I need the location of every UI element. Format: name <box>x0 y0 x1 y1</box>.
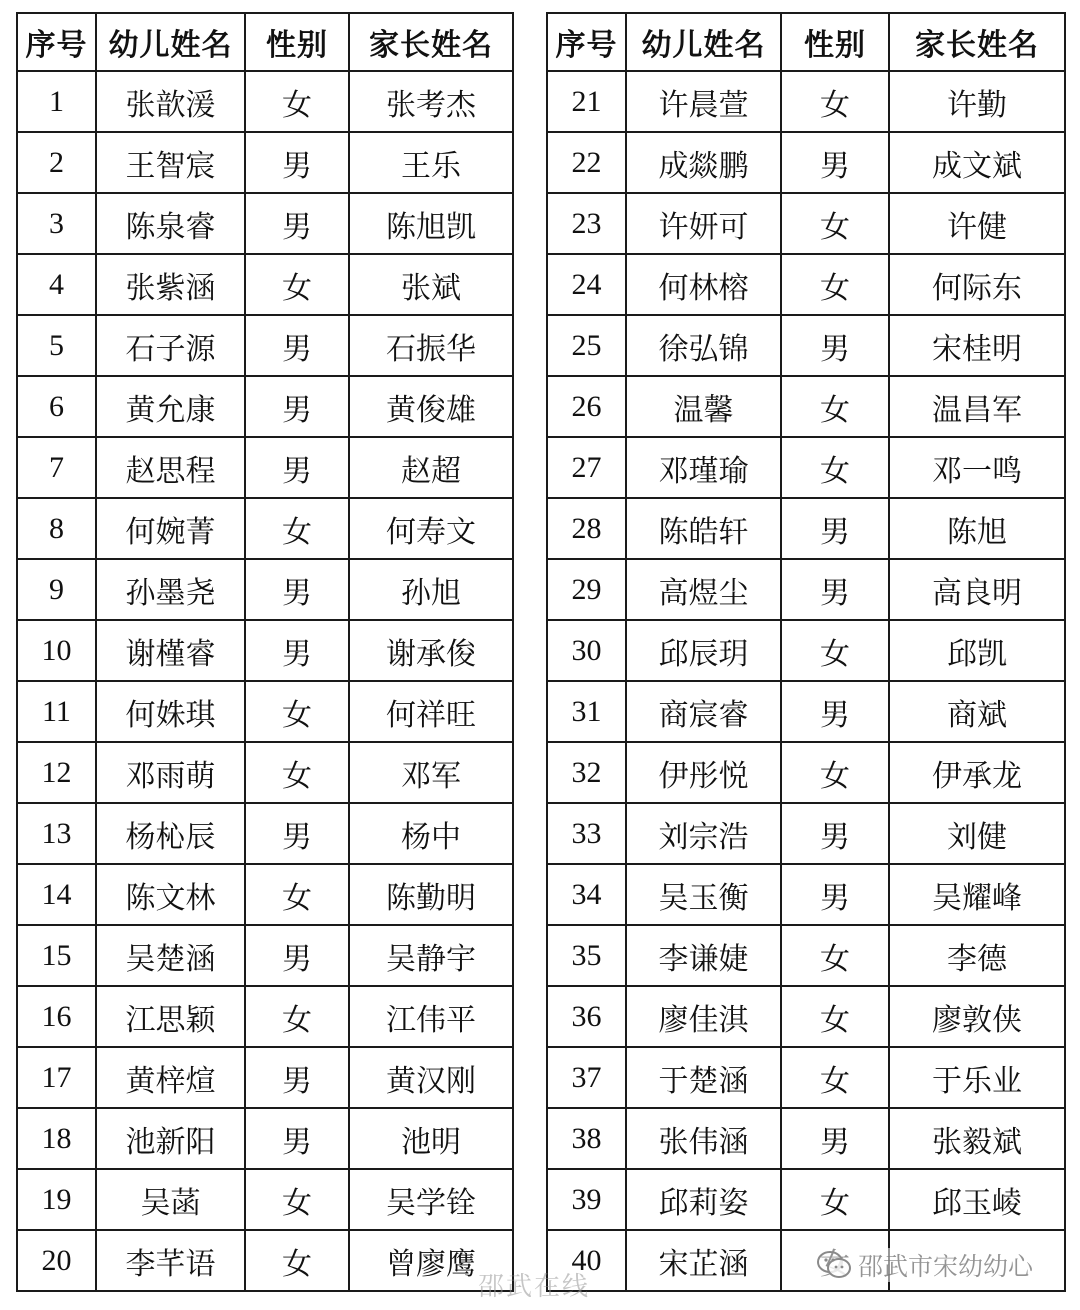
cell-parent-name: 伊承龙 <box>889 742 1065 803</box>
cell-parent-name: 邱凯 <box>889 620 1065 681</box>
cell-child-name: 谢槿睿 <box>96 620 245 681</box>
cell-parent-name: 吴耀峰 <box>889 864 1065 925</box>
cell-gender: 女 <box>781 254 889 315</box>
cell-gender: 男 <box>781 803 889 864</box>
cell-child-name: 邓瑾瑜 <box>626 437 781 498</box>
cell-child-name: 高煜尘 <box>626 559 781 620</box>
cell-serial-number: 10 <box>17 620 96 681</box>
watermark-center: 邵武在线 <box>478 1272 591 1302</box>
cell-serial-number: 27 <box>547 437 626 498</box>
cell-gender: 男 <box>245 315 349 376</box>
cell-gender: 女 <box>245 681 349 742</box>
cell-gender: 女 <box>245 498 349 559</box>
table-row <box>547 925 1065 986</box>
cell-serial-number: 15 <box>17 925 96 986</box>
table-row <box>17 1230 513 1291</box>
cell-parent-name: 邓一鸣 <box>889 437 1065 498</box>
table-row <box>17 315 513 376</box>
table-row <box>17 193 513 254</box>
table-row <box>17 437 513 498</box>
cell-parent-name: 谢承俊 <box>349 620 513 681</box>
table-row <box>17 132 513 193</box>
cell-serial-number: 26 <box>547 376 626 437</box>
cell-parent-name: 黄俊雄 <box>349 376 513 437</box>
cell-parent-name: 廖敦侠 <box>889 986 1065 1047</box>
cell-child-name: 江思颖 <box>96 986 245 1047</box>
cell-serial-number: 11 <box>17 681 96 742</box>
cell-child-name: 伊彤悦 <box>626 742 781 803</box>
cell-child-name: 吴菡 <box>96 1169 245 1230</box>
cell-parent-name: 许勤 <box>889 71 1065 132</box>
cell-serial-number: 12 <box>17 742 96 803</box>
cell-gender: 男 <box>245 620 349 681</box>
cell-child-name: 杨杺辰 <box>96 803 245 864</box>
cell-gender: 男 <box>245 376 349 437</box>
watermark-account <box>816 1248 1037 1282</box>
cell-gender: 男 <box>245 925 349 986</box>
cell-parent-name: 石振华 <box>349 315 513 376</box>
cell-child-name: 张歆湲 <box>96 71 245 132</box>
cell-child-name: 温馨 <box>626 376 781 437</box>
cell-gender: 女 <box>781 1169 889 1230</box>
table-row <box>547 437 1065 498</box>
table-row <box>17 376 513 437</box>
cell-parent-name: 于乐业 <box>889 1047 1065 1108</box>
table-row <box>547 1169 1065 1230</box>
cell-parent-name: 张毅斌 <box>889 1108 1065 1169</box>
cell-parent-name: 何祥旺 <box>349 681 513 742</box>
header-child-name: 幼儿姓名 <box>96 13 245 71</box>
cell-child-name: 石子源 <box>96 315 245 376</box>
cell-serial-number: 13 <box>17 803 96 864</box>
cell-child-name: 池新阳 <box>96 1108 245 1169</box>
table-row <box>17 681 513 742</box>
header-child-name: 幼儿姓名 <box>626 13 781 71</box>
roster-table-left <box>16 12 514 1292</box>
header-gender: 性别 <box>781 13 889 71</box>
table-row <box>17 803 513 864</box>
table-row <box>17 1108 513 1169</box>
table-header-row <box>17 13 513 71</box>
cell-serial-number: 16 <box>17 986 96 1047</box>
cell-parent-name: 陈勤明 <box>349 864 513 925</box>
table-row <box>547 315 1065 376</box>
cell-serial-number: 3 <box>17 193 96 254</box>
cell-child-name: 李谦婕 <box>626 925 781 986</box>
cell-gender: 男 <box>781 1108 889 1169</box>
table-row <box>17 254 513 315</box>
cell-child-name: 陈皓轩 <box>626 498 781 559</box>
cell-child-name: 于楚涵 <box>626 1047 781 1108</box>
cell-serial-number: 24 <box>547 254 626 315</box>
cell-parent-name: 许健 <box>889 193 1065 254</box>
table-row <box>547 132 1065 193</box>
cell-serial-number: 40 <box>547 1230 626 1291</box>
cell-child-name: 宋芷涵 <box>626 1230 781 1291</box>
cell-parent-name: 邓军 <box>349 742 513 803</box>
cell-gender: 女 <box>245 864 349 925</box>
cell-gender: 男 <box>245 437 349 498</box>
cell-child-name: 商宸睿 <box>626 681 781 742</box>
cell-serial-number: 6 <box>17 376 96 437</box>
table-row <box>547 864 1065 925</box>
cell-parent-name: 商斌 <box>889 681 1065 742</box>
table-row <box>547 376 1065 437</box>
table-row <box>17 559 513 620</box>
cell-gender: 女 <box>245 742 349 803</box>
cell-child-name: 黄梓煊 <box>96 1047 245 1108</box>
cell-parent-name: 李德 <box>889 925 1065 986</box>
cell-gender: 男 <box>781 498 889 559</box>
cell-child-name: 陈泉睿 <box>96 193 245 254</box>
cell-serial-number: 1 <box>17 71 96 132</box>
cell-parent-name: 王乐 <box>349 132 513 193</box>
table-row <box>17 742 513 803</box>
cell-gender: 男 <box>245 1108 349 1169</box>
cell-gender: 男 <box>245 803 349 864</box>
cell-serial-number: 31 <box>547 681 626 742</box>
cell-child-name: 邱莉姿 <box>626 1169 781 1230</box>
cell-serial-number: 28 <box>547 498 626 559</box>
cell-gender: 女 <box>781 1047 889 1108</box>
table-row <box>547 1047 1065 1108</box>
cell-child-name: 张紫涵 <box>96 254 245 315</box>
cell-child-name: 许妍可 <box>626 193 781 254</box>
cell-serial-number: 23 <box>547 193 626 254</box>
cell-child-name: 黄允康 <box>96 376 245 437</box>
cell-parent-name: 江伟平 <box>349 986 513 1047</box>
cell-child-name: 邱辰玥 <box>626 620 781 681</box>
cell-gender: 男 <box>781 864 889 925</box>
cell-serial-number: 39 <box>547 1169 626 1230</box>
table-row <box>547 498 1065 559</box>
table-gap <box>512 12 546 1291</box>
cell-gender: 女 <box>781 193 889 254</box>
cell-child-name: 何林榕 <box>626 254 781 315</box>
cell-gender: 男 <box>245 132 349 193</box>
cell-parent-name: 陈旭 <box>889 498 1065 559</box>
cell-gender: 女 <box>245 1169 349 1230</box>
table-row <box>547 559 1065 620</box>
cell-parent-name: 何寿文 <box>349 498 513 559</box>
cell-serial-number: 37 <box>547 1047 626 1108</box>
cell-gender: 女 <box>245 254 349 315</box>
table-row <box>547 1108 1065 1169</box>
header-gender: 性别 <box>245 13 349 71</box>
cell-gender: 女 <box>245 1230 349 1291</box>
cell-parent-name: 杨中 <box>349 803 513 864</box>
cell-gender: 男 <box>245 559 349 620</box>
cell-serial-number: 34 <box>547 864 626 925</box>
table-row <box>17 864 513 925</box>
cell-child-name: 廖佳淇 <box>626 986 781 1047</box>
cell-serial-number: 7 <box>17 437 96 498</box>
cell-child-name: 陈文林 <box>96 864 245 925</box>
table-row <box>547 254 1065 315</box>
header-serial-number: 序号 <box>17 13 96 71</box>
header-parent-name: 家长姓名 <box>349 13 513 71</box>
cell-parent-name: 张考杰 <box>349 71 513 132</box>
table-row <box>547 620 1065 681</box>
cell-serial-number: 8 <box>17 498 96 559</box>
cell-gender: 男 <box>781 132 889 193</box>
table-row <box>547 681 1065 742</box>
cell-gender: 女 <box>781 437 889 498</box>
table-row <box>17 1047 513 1108</box>
cell-parent-name: 邱玉崚 <box>889 1169 1065 1230</box>
cell-serial-number: 2 <box>17 132 96 193</box>
header-serial-number: 序号 <box>547 13 626 71</box>
cell-gender: 男 <box>245 193 349 254</box>
table-row <box>17 620 513 681</box>
cell-child-name: 吴玉衡 <box>626 864 781 925</box>
table-row <box>547 742 1065 803</box>
cell-parent-name: 曾廖鹰 <box>349 1230 513 1291</box>
cell-serial-number: 14 <box>17 864 96 925</box>
cell-gender: 男 <box>781 559 889 620</box>
cell-parent-name: 宋桂明 <box>889 315 1065 376</box>
cell-serial-number: 25 <box>547 315 626 376</box>
cell-child-name: 成燚鹏 <box>626 132 781 193</box>
cell-child-name: 孙墨尧 <box>96 559 245 620</box>
cell-gender: 女 <box>781 742 889 803</box>
roster-table-right <box>546 12 1066 1292</box>
cell-parent-name: 高良明 <box>889 559 1065 620</box>
cell-child-name: 邓雨萌 <box>96 742 245 803</box>
cell-child-name: 赵思程 <box>96 437 245 498</box>
cell-gender: 女 <box>781 620 889 681</box>
table-row <box>17 1169 513 1230</box>
cell-child-name: 何婉菁 <box>96 498 245 559</box>
cell-gender: 女 <box>781 986 889 1047</box>
cell-gender: 男 <box>781 681 889 742</box>
table-row <box>547 71 1065 132</box>
cell-parent-name: 孙旭 <box>349 559 513 620</box>
cell-child-name: 何姝琪 <box>96 681 245 742</box>
cell-parent-name: 池明 <box>349 1108 513 1169</box>
cell-serial-number: 35 <box>547 925 626 986</box>
table-row <box>547 803 1065 864</box>
cell-serial-number: 33 <box>547 803 626 864</box>
cell-serial-number: 5 <box>17 315 96 376</box>
cell-child-name: 许晨萱 <box>626 71 781 132</box>
table-row <box>17 71 513 132</box>
cell-serial-number: 19 <box>17 1169 96 1230</box>
cell-serial-number: 20 <box>17 1230 96 1291</box>
cell-parent-name: 吴学铨 <box>349 1169 513 1230</box>
cell-child-name: 李芊语 <box>96 1230 245 1291</box>
cell-gender: 男 <box>245 1047 349 1108</box>
wechat-icon <box>816 1250 852 1280</box>
cell-gender: 女 <box>781 376 889 437</box>
cell-parent-name: 张斌 <box>349 254 513 315</box>
cell-serial-number: 32 <box>547 742 626 803</box>
cell-child-name: 徐弘锦 <box>626 315 781 376</box>
cell-parent-name: 何际东 <box>889 254 1065 315</box>
cell-serial-number: 18 <box>17 1108 96 1169</box>
table-row <box>17 925 513 986</box>
table-row <box>17 498 513 559</box>
cell-serial-number: 36 <box>547 986 626 1047</box>
cell-gender: 女 <box>245 986 349 1047</box>
cell-gender: 女 <box>781 925 889 986</box>
cell-serial-number: 17 <box>17 1047 96 1108</box>
cell-child-name: 刘宗浩 <box>626 803 781 864</box>
cell-parent-name: 成文斌 <box>889 132 1065 193</box>
watermark-account-name: 邵武市宋幼幼心 <box>858 1252 1034 1281</box>
cell-gender: 男 <box>781 315 889 376</box>
table-row <box>547 986 1065 1047</box>
table-row <box>547 193 1065 254</box>
cell-parent-name: 赵超 <box>349 437 513 498</box>
cell-child-name: 张伟涵 <box>626 1108 781 1169</box>
cell-child-name: 王智宸 <box>96 132 245 193</box>
cell-parent-name: 陈旭凯 <box>349 193 513 254</box>
table-row <box>17 986 513 1047</box>
cell-parent-name: 温昌军 <box>889 376 1065 437</box>
cell-serial-number: 4 <box>17 254 96 315</box>
cell-serial-number: 9 <box>17 559 96 620</box>
cell-serial-number: 21 <box>547 71 626 132</box>
cell-child-name: 吴楚涵 <box>96 925 245 986</box>
cell-serial-number: 22 <box>547 132 626 193</box>
cell-serial-number: 30 <box>547 620 626 681</box>
table-header-row <box>547 13 1065 71</box>
cell-gender: 女 <box>245 71 349 132</box>
cell-parent-name: 吴静宇 <box>349 925 513 986</box>
cell-serial-number: 29 <box>547 559 626 620</box>
cell-parent-name: 黄汉刚 <box>349 1047 513 1108</box>
cell-gender: 女 <box>781 71 889 132</box>
cell-parent-name: 刘健 <box>889 803 1065 864</box>
header-parent-name: 家长姓名 <box>889 13 1065 71</box>
cell-serial-number: 38 <box>547 1108 626 1169</box>
